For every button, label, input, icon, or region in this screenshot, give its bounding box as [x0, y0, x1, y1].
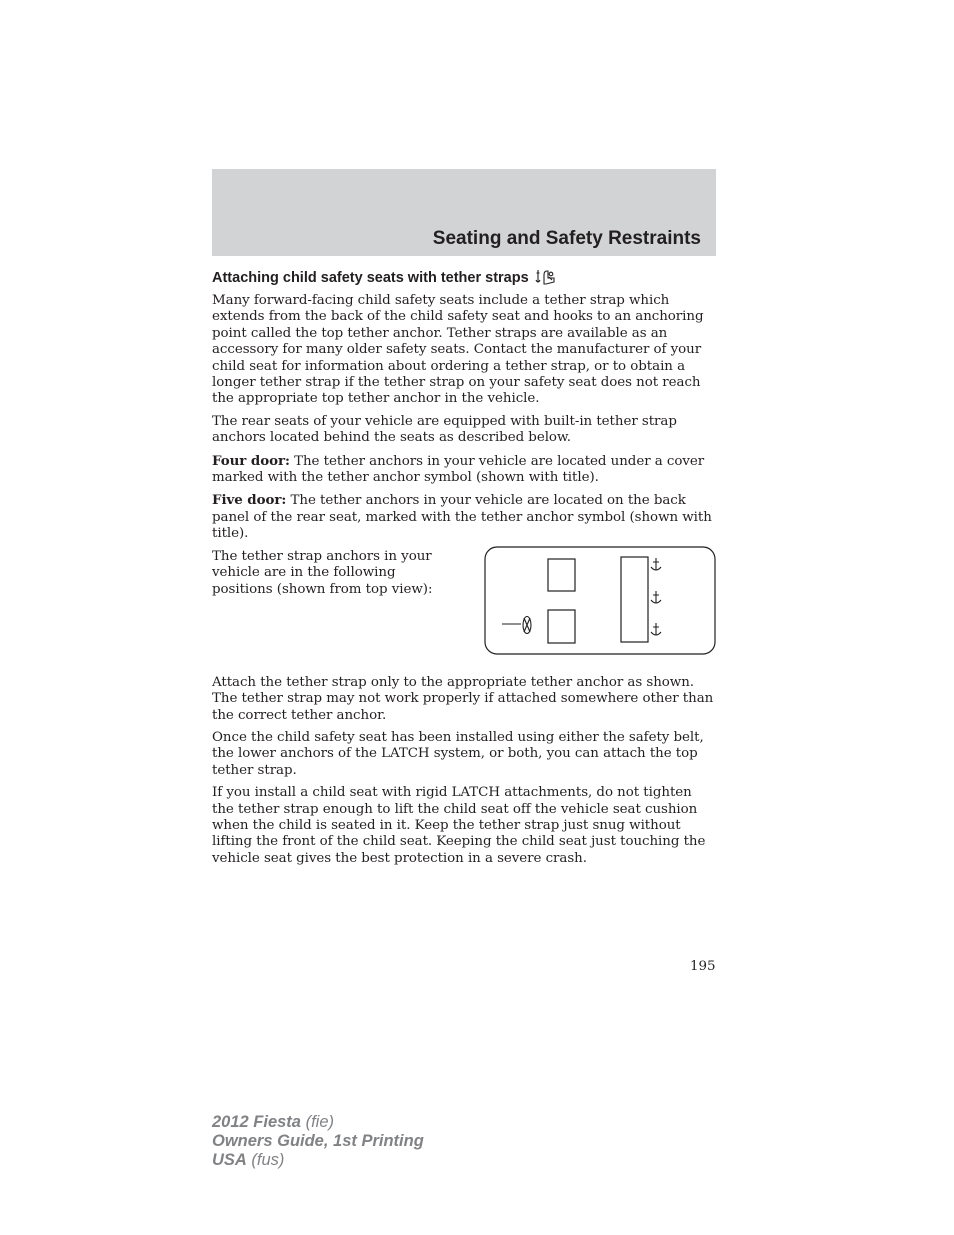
four-door-text: The tether anchors in your vehicle are located under a cover marked with the tether anchor symbol (shown with title). — [212, 453, 705, 486]
paragraph-five-door — [212, 492, 716, 542]
section-title: Seating and Safety Restraints — [432, 228, 701, 249]
paragraph-rear-seats: The rear seats of your vehicle are equipped with built-in tether strap anchors located behind the seats as described below. — [212, 413, 677, 446]
footer-line-market: USA (fus) — [212, 1151, 285, 1169]
paragraph-tether-overview: Many forward-facing child safety seats include a tether strap which extends from the back of the child safety seat and hooks to an anchoring point called the top tether anchor. Tether straps are available as an accessory for many older safety seats. Contact the manufacturer of your child seat for information about ordering a tether strap, or to obtain a longer tether strap if the tether strap on your safety seat does not reach the appropriate top tether anchor in the vehicle. — [212, 293, 704, 407]
page-number: 195 — [690, 959, 716, 974]
steering-wheel-icon — [502, 616, 531, 633]
anchor-icon — [651, 558, 661, 570]
tether-anchor-diagram — [484, 546, 716, 655]
front-passenger-seat — [548, 559, 575, 591]
anchor-position-figure-row — [212, 549, 716, 655]
article — [212, 268, 716, 873]
five-door-label: Five door: — [212, 492, 287, 509]
paragraph-attach-after-install: Once the child safety seat has been installed using either the safety belt, the lower anchors of the LATCH system, or both, you can attach the top tether strap. — [212, 729, 704, 778]
vehicle-outline — [485, 547, 715, 654]
child-seat-icon — [535, 268, 557, 286]
four-door-label: Four door: — [212, 452, 290, 469]
paragraph-four-door — [212, 453, 716, 487]
paragraph-rigid-latch: If you install a child seat with rigid LATCH attachments, do not tighten the tether strap enough to lift the child seat off the vehicle seat cushion when the child is seated in it. Keep the tether strap just snug without lifting the front of the child seat. Keeping the child seat just touching the vehicle seat gives the best protection in a severe crash. — [212, 785, 706, 866]
footer-line-guide: Owners Guide, 1st Printing — [212, 1132, 424, 1150]
document-footer — [212, 1113, 424, 1170]
anchor-icon — [651, 623, 661, 635]
article-heading-text: Attaching child safety seats with tether straps — [212, 270, 529, 286]
paragraph-anchor-positions: The tether strap anchors in your vehicle are in the following positions (shown from top view): — [212, 548, 433, 597]
driver-seat — [548, 610, 575, 643]
footer-line-model: 2012 Fiesta (fie) — [212, 1113, 334, 1131]
anchor-icon — [651, 591, 661, 603]
five-door-text: The tether anchors in your vehicle are located on the back panel of the rear seat, marked with the tether anchor symbol (shown with title). — [212, 493, 712, 542]
section-header-band — [212, 169, 716, 256]
rear-seat — [621, 557, 648, 642]
article-heading — [212, 268, 716, 286]
paragraph-attach-correct-anchor: Attach the tether strap only to the appropriate tether anchor as shown. The tether strap may not work properly if attached somewhere other than the correct tether anchor. — [212, 674, 714, 723]
